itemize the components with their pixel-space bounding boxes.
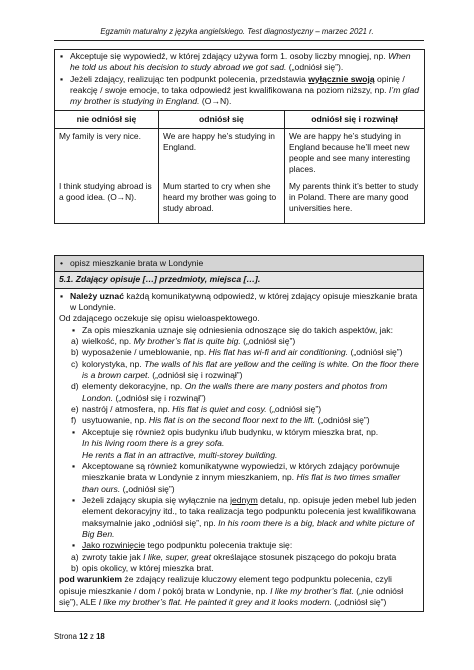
section-title-row (55, 256, 424, 272)
page-header: Egzamin maturalny z języka angielskiego. Test diagnostyczny – marzec 2021 r. (100, 27, 374, 36)
assessment-table (54, 49, 425, 224)
building-note: ▪ Akceptuje się również opis budynku i/lub budynku, w którym mieszka brat, np. In his living room there is a grey sofa. He rents a flat in an attractive, multi-storey building. (71, 427, 419, 461)
column-header: odniósł się i rozwinął (285, 110, 425, 128)
condition-text: pod warunkiem że zdający realizuje kluczowy element tego podpunktu polecenia, czyli opisuje mieszkanie / dom / pokój brata w Londynie, np. I like my brother’s flat. („nie odniósł się”), ALE I like my brother’s flat. He painted it grey and it looks modern. („odniósł się”) (59, 574, 404, 607)
example-text: We are happy he’s studying in England because he’ll meet new people and see many interesting places. (289, 131, 411, 175)
header-divider (54, 40, 424, 41)
example-text: Mum started to cry when she heard my brother was going to study abroad. (163, 181, 277, 214)
criteria-body (55, 288, 424, 612)
table-cell (55, 129, 159, 224)
example-text: We are happy he’s studying in England. (163, 131, 275, 153)
single-detail-note: ▪ Jeżeli zdający skupia się wyłącznie na jednym detalu, np. opisuje jeden mebel lub jeden element dekoracyjny itd., to taka realizacja tego podpunktu polecenia jest kwalifikowana maksymalnie jako „odniósł się”, np. In his room there is a big, black and white picture of Big Ben. (71, 495, 419, 540)
expectation-text: Od zdającego oczekuje się opisu wieloaspektowego. (59, 313, 260, 324)
development-note: ▪ Jako rozwinięcie tego podpunktu polecenia traktuje się: (71, 540, 419, 551)
column-header: odniósł się (159, 110, 285, 128)
aspect-item: b) wyposażenie / umeblowanie, np. His flat has wi-fi and air conditioning. („odniósł się”) (71, 347, 403, 358)
note-own-opinion: ▪ Jeżeli zdający, realizując ten podpunkt polecenia, przedstawia wyłącznie swoją opinię / reakcję / swoje emocje, to taka odpowiedź jest kwalifikowana na poziom niższy, np. I’m glad my brother is studying in England. (O→N). (59, 74, 420, 108)
page-footer: Strona 12 z 18 (54, 632, 105, 641)
notes-cell (55, 50, 425, 111)
comparison-note: ▪ Akceptowane są również komunikatywne wypowiedzi, w których zdający porównuje mieszkanie brata w Londynie z innym mieszkaniem, np. His flat is two times smaller than ours. („odniósł się”) (71, 461, 419, 495)
accept-note: ▪ Należy uznać każdą komunikatywną odpowiedź, w której zdający opisuje mieszkanie brata w Londynie. (59, 291, 419, 314)
aspect-item: e) nastrój / atmosfera, np. His flat is quiet and cosy. („odniósł się”) (71, 404, 322, 415)
table-cell (285, 129, 425, 224)
section-title: • opisz mieszkanie brata w Londynie (59, 258, 419, 269)
aspect-item: c) kolorystyka, np. The walls of his flat are yellow and the ceiling is white. On the floor there is a brown carpet. („odniósł się i rozwinął”) (71, 358, 419, 381)
section-subtitle: 5.1. Zdający opisuje […] przedmioty, miejsca […]. (55, 272, 424, 288)
column-header: nie odniósł się (55, 110, 159, 128)
aspects-intro: ▪ Za opis mieszkania uznaje się odniesienia odnoszące się do takich aspektów, jak: (71, 325, 419, 336)
example-text: My parents think it’s better to study in Poland. There are many good universities here. (289, 181, 419, 214)
criteria-table (54, 255, 424, 612)
example-text: I think studying abroad is a good idea. (O→N). (59, 181, 152, 203)
development-item: b) opis okolicy, w której mieszka brat. (71, 562, 214, 573)
note-plural: ▪ Akceptuje się wypowiedź, w której zdający używa form 1. osoby liczby mnogiej, np. When he told us about his decision to study abroad we got sad. („odniósł się”). (59, 51, 420, 74)
aspect-item: d) elementy dekoracyjne, np. On the walls there are many posters and photos from London. („odniósł się i rozwinął”) (71, 381, 388, 403)
example-text: My family is very nice. (59, 131, 141, 142)
aspect-item: a) wielkość, np. My brother’s flat is quite big. („odniósł się”) (71, 336, 296, 347)
table-cell (159, 129, 285, 224)
aspect-item: f) usytuowanie, np. His flat is on the second floor next to the lift. („odniósł się”) (71, 415, 370, 426)
development-item: a) zwroty takie jak I like, super, great określające stosunek piszącego do pokoju brata (71, 551, 397, 562)
